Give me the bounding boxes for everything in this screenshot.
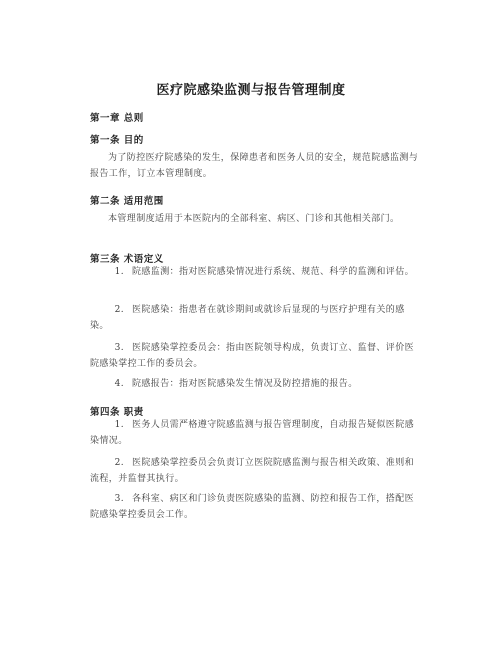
list-text: 医院感染掌控委员会负责订立医院院感监测与报告相关政策、准则和流程，并监督其执行。 [90,458,415,484]
article-1-text-content: 为了防控医疗院感染的发生，保障患者和医务人员的安全，规范院感监测与报告工作，订立本管理制度。 [90,153,419,179]
article-3-item-4 [90,376,420,392]
list-text: 院感报告：指对医院感染发生情况及防控措施的报告。 [132,379,358,389]
list-number: 1. [114,420,124,430]
document-title: 医疗院感染监测与报告管理制度 [156,83,346,98]
list-number: 3. [114,494,124,504]
list-text: 医院感染：指患者在就诊期间或就诊后显现的与医疗护理有关的感染。 [90,305,405,331]
article-1-text [90,150,420,182]
list-text: 医务人员需严格遵守院感监测与报告管理制度，自动报告疑似医院感染情况。 [90,420,415,446]
article-3-item-1 [90,264,420,280]
list-number: 1. [114,267,124,277]
list-number: 2. [114,305,124,315]
article-2-heading: 第二条 适用范围 [90,196,164,207]
article-3-item-2 [90,302,420,334]
article-2-text [90,211,420,227]
list-text: 院感监测：指对医院感染情况进行系统、规范、科学的监测和评估。 [132,267,415,277]
article-1-heading: 第一条 目的 [90,135,144,146]
article-3-heading: 第三条 术语定义 [90,254,164,265]
article-4-heading: 第四条 职责 [90,407,144,418]
article-4-item-2 [90,455,420,487]
article-3-item-3 [90,340,420,372]
article-4-item-1 [90,417,420,449]
list-number: 3. [114,343,124,353]
list-text: 医院感染掌控委员会：指由医院领导构成，负责订立、监督、评价医院感染掌控工作的委员会。 [90,343,415,369]
article-4-item-3 [90,491,420,523]
chapter-heading: 第一章 总则 [90,113,144,124]
list-number: 4. [114,379,124,389]
list-number: 2. [114,458,124,468]
article-2-text-content: 本管理制度适用于本医院内的全部科室、病区、门诊和其他相关部门。 [108,214,400,224]
list-text: 各科室、病区和门诊负责医院感染的监测、防控和报告工作，搭配医院感染掌控委员会工作。 [90,494,415,520]
